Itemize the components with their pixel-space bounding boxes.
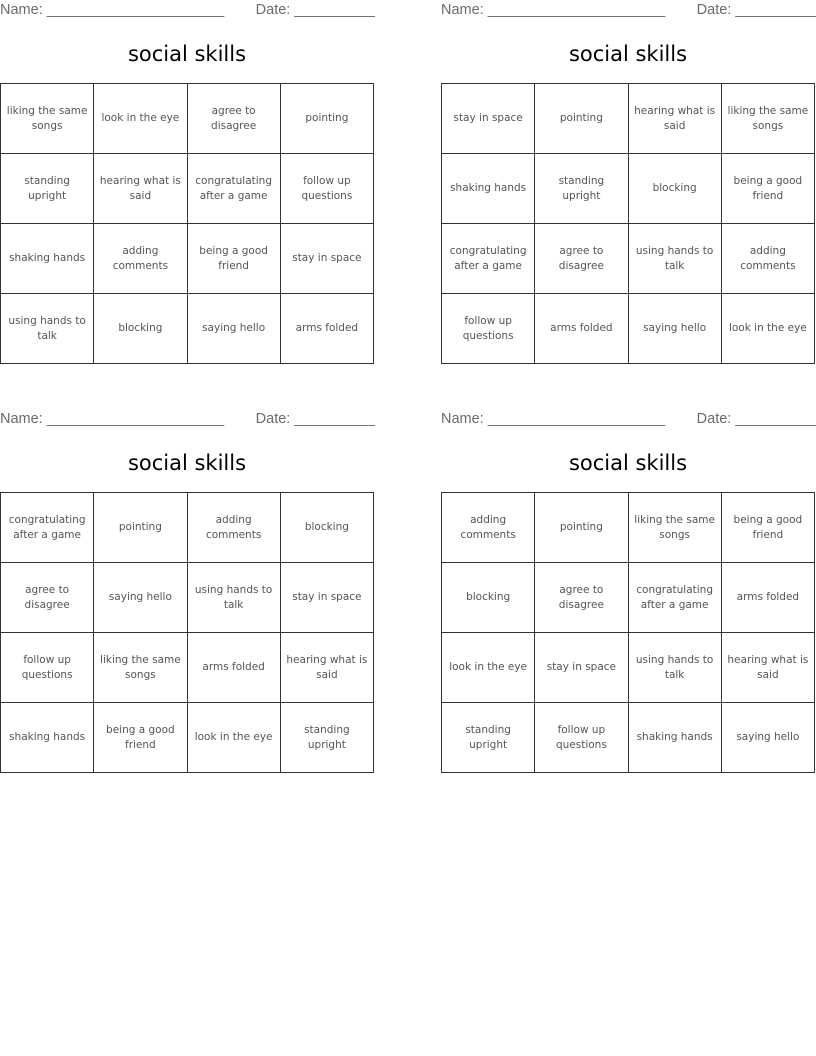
grid-cell: hearing what is said: [94, 154, 187, 224]
grid-cell: stay in space: [442, 84, 535, 154]
grid-cell: shaking hands: [1, 703, 94, 773]
grid-cell: using hands to talk: [1, 294, 94, 364]
grid-row: [442, 633, 815, 703]
grid-row: [442, 493, 815, 563]
grid-cell: liking the same songs: [1, 84, 94, 154]
grid-cell: being a good friend: [721, 493, 814, 563]
grid-cell: blocking: [442, 563, 535, 633]
grid-cell: hearing what is said: [280, 633, 373, 703]
bingo-grid: [441, 492, 815, 773]
grid-cell: blocking: [94, 294, 187, 364]
grid-row: [1, 703, 374, 773]
grid-cell: hearing what is said: [628, 84, 721, 154]
grid-cell: adding comments: [721, 224, 814, 294]
grid-cell: blocking: [280, 493, 373, 563]
bingo-card-1: [0, 0, 376, 365]
grid-row: [1, 224, 374, 294]
grid-row: [1, 563, 374, 633]
name-field: Name: ______________________: [0, 2, 225, 18]
grid-cell: pointing: [535, 493, 628, 563]
grid-cell: standing upright: [442, 703, 535, 773]
grid-row: [1, 493, 374, 563]
grid-cell: arms folded: [535, 294, 628, 364]
bingo-grid: [441, 83, 815, 364]
name-field: Name: ______________________: [441, 411, 666, 427]
grid-cell: follow up questions: [442, 294, 535, 364]
grid-cell: being a good friend: [187, 224, 280, 294]
grid-cell: pointing: [94, 493, 187, 563]
card-title: social skills: [127, 42, 247, 66]
grid-cell: arms folded: [187, 633, 280, 703]
grid-cell: shaking hands: [442, 154, 535, 224]
grid-cell: hearing what is said: [721, 633, 814, 703]
grid-row: [1, 294, 374, 364]
grid-cell: congratulating after a game: [187, 154, 280, 224]
grid-cell: pointing: [535, 84, 628, 154]
card-header: [441, 409, 816, 431]
grid-cell: look in the eye: [721, 294, 814, 364]
card-header: [0, 0, 376, 22]
bingo-grid: [0, 83, 374, 364]
grid-cell: being a good friend: [721, 154, 814, 224]
name-field: Name: ______________________: [0, 411, 225, 427]
grid-cell: agree to disagree: [1, 563, 94, 633]
grid-cell: congratulating after a game: [1, 493, 94, 563]
grid-cell: stay in space: [280, 224, 373, 294]
grid-cell: pointing: [280, 84, 373, 154]
name-field: Name: ______________________: [441, 2, 666, 18]
grid-cell: shaking hands: [628, 703, 721, 773]
grid-cell: standing upright: [280, 703, 373, 773]
grid-cell: shaking hands: [1, 224, 94, 294]
grid-cell: adding comments: [94, 224, 187, 294]
grid-cell: using hands to talk: [187, 563, 280, 633]
grid-cell: look in the eye: [187, 703, 280, 773]
grid-cell: congratulating after a game: [442, 224, 535, 294]
grid-cell: standing upright: [1, 154, 94, 224]
grid-cell: follow up questions: [280, 154, 373, 224]
grid-cell: stay in space: [280, 563, 373, 633]
grid-cell: adding comments: [187, 493, 280, 563]
grid-row: [442, 84, 815, 154]
grid-cell: adding comments: [442, 493, 535, 563]
grid-row: [1, 633, 374, 703]
grid-cell: saying hello: [721, 703, 814, 773]
grid-cell: blocking: [628, 154, 721, 224]
grid-cell: saying hello: [628, 294, 721, 364]
grid-row: [442, 563, 815, 633]
grid-row: [442, 154, 815, 224]
grid-row: [442, 294, 815, 364]
grid-cell: liking the same songs: [94, 633, 187, 703]
card-header: [441, 0, 816, 22]
grid-cell: follow up questions: [1, 633, 94, 703]
card-title: social skills: [568, 42, 688, 66]
grid-cell: agree to disagree: [535, 224, 628, 294]
grid-cell: look in the eye: [442, 633, 535, 703]
card-title: social skills: [568, 451, 688, 475]
grid-cell: being a good friend: [94, 703, 187, 773]
date-field: Date: __________: [255, 411, 375, 427]
card-header: [0, 409, 376, 431]
date-field: Date: __________: [696, 411, 816, 427]
bingo-grid: [0, 492, 374, 773]
grid-cell: agree to disagree: [187, 84, 280, 154]
grid-cell: using hands to talk: [628, 633, 721, 703]
grid-cell: liking the same songs: [721, 84, 814, 154]
grid-cell: liking the same songs: [628, 493, 721, 563]
bingo-card-2: [441, 0, 816, 365]
date-field: Date: __________: [255, 2, 375, 18]
grid-cell: look in the eye: [94, 84, 187, 154]
grid-cell: stay in space: [535, 633, 628, 703]
grid-cell: saying hello: [187, 294, 280, 364]
grid-row: [1, 84, 374, 154]
grid-cell: saying hello: [94, 563, 187, 633]
grid-row: [442, 703, 815, 773]
grid-row: [1, 154, 374, 224]
card-title: social skills: [127, 451, 247, 475]
grid-cell: using hands to talk: [628, 224, 721, 294]
grid-cell: agree to disagree: [535, 563, 628, 633]
bingo-card-4: [441, 409, 816, 774]
bingo-card-3: [0, 409, 376, 774]
grid-cell: follow up questions: [535, 703, 628, 773]
grid-row: [442, 224, 815, 294]
grid-cell: standing upright: [535, 154, 628, 224]
grid-cell: arms folded: [280, 294, 373, 364]
date-field: Date: __________: [696, 2, 816, 18]
grid-cell: arms folded: [721, 563, 814, 633]
grid-cell: congratulating after a game: [628, 563, 721, 633]
